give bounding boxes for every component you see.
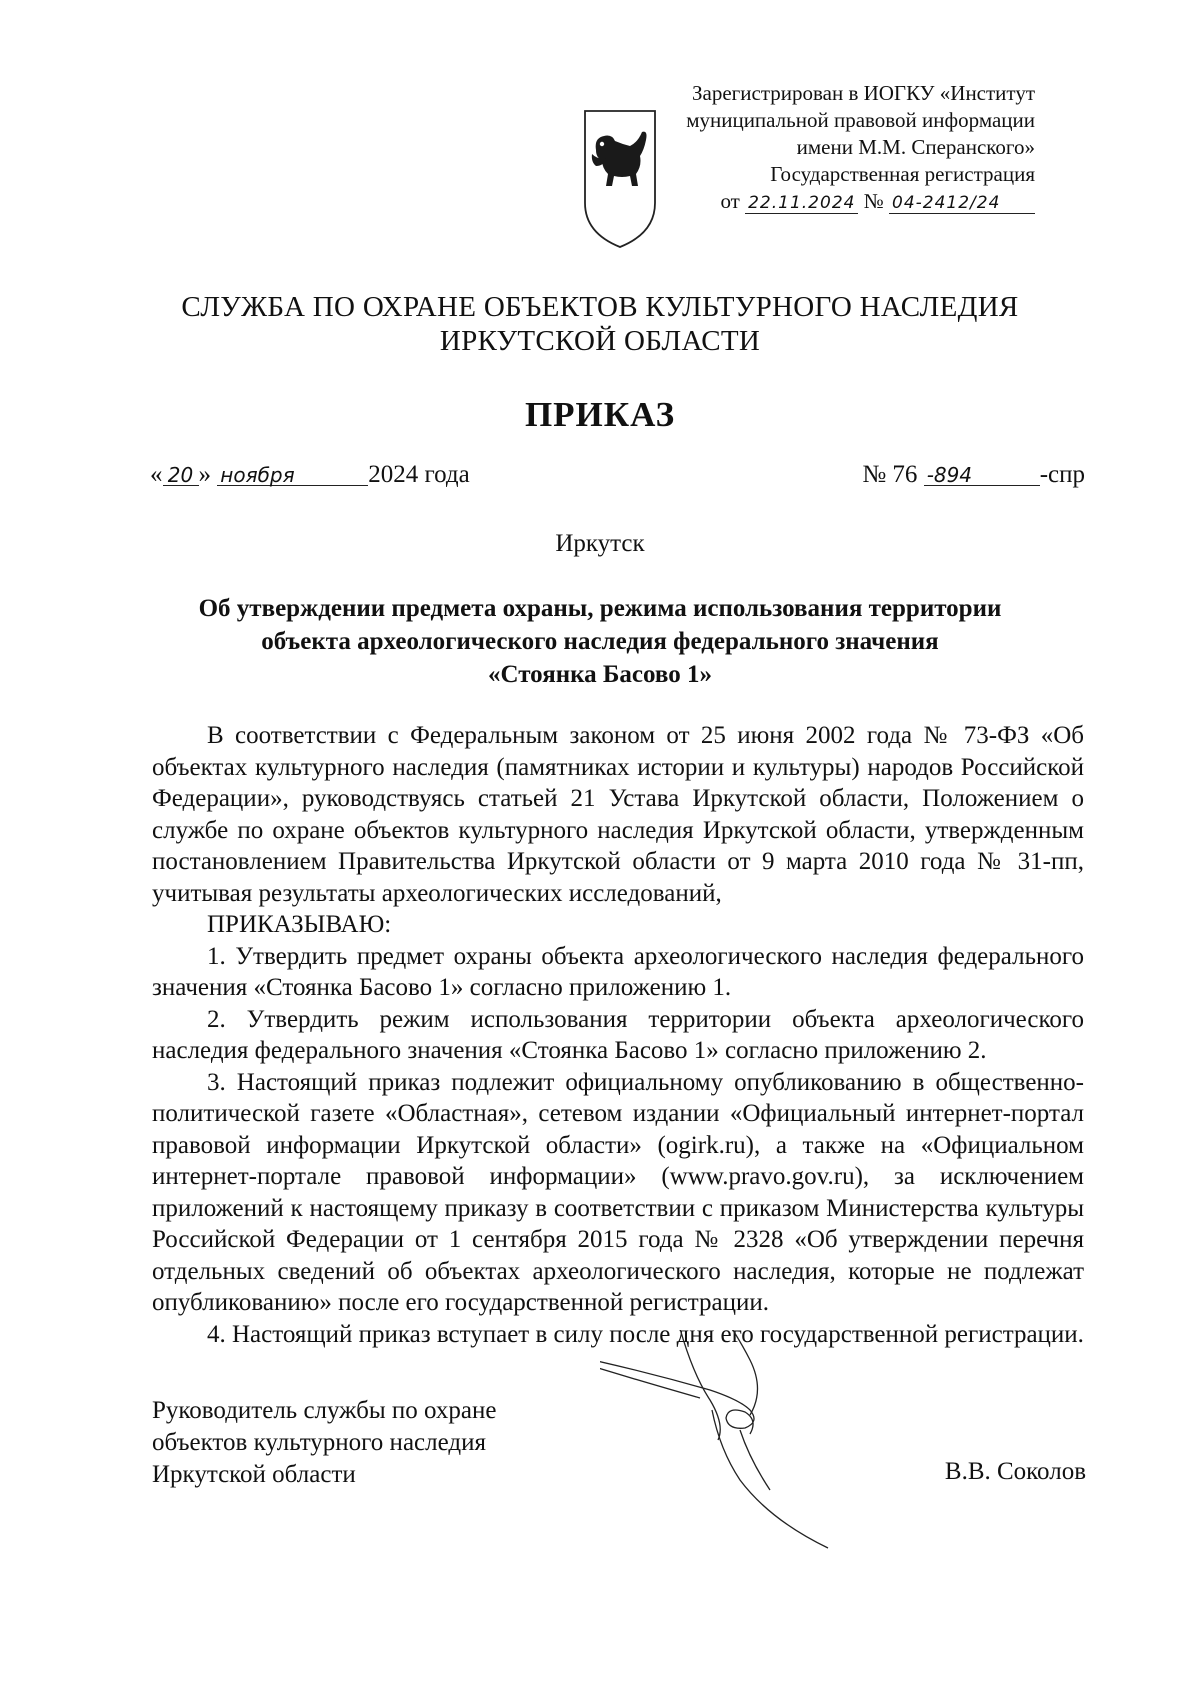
order-number-handwritten: -894 — [924, 465, 1040, 486]
item-1-paragraph: 1. Утвердить предмет охраны объекта археологического наследия федерального значения «Стоянка Басово 1» согласно приложению 1. — [152, 942, 1084, 1001]
document-type-heading: ПРИКАЗ — [524, 395, 676, 434]
preamble-paragraph: В соответствии с Федеральным законом от 25 июня 2002 года № 73-ФЗ «Об объектах культурного наследия (памятниках истории и культуры) народов Российской Федерации», руководствуясь статьей 21 Устава Иркутской области, Положением о службе по охране объектов культурного наследия Иркутской области, утвержденным постановлением Правительства Иркутской области от 9 марта 2010 года № 31-пп, учитывая результаты археологических исследований, — [152, 722, 1084, 907]
registration-stamp — [615, 80, 1035, 215]
registration-date: 22.11.2024 — [745, 193, 858, 214]
registration-from-label: от — [720, 189, 740, 213]
item-3-paragraph: 3. Настоящий приказ подлежит официальному опубликованию в общественно-политической газете «Областная», сетевом издании «Официальный интернет-портал правовой информации Иркутской области» (ogirk.ru), а также на «Официальном интернет-портале правовой информации» (www.pravo.gov.ru), за исключением приложений к настоящему приказу в соответствии с приказом Министерства культуры Российской Федерации от 1 сентября 2015 года № 2328 «Об утверждении перечня отдельных сведений об объектах археологического наследия, которые не подлежат опубликованию» после его государственной регистрации. — [152, 1068, 1084, 1316]
title-line-3: «Стоянка Басово 1» — [488, 661, 712, 688]
document-body — [152, 720, 1084, 1350]
agency-name — [0, 290, 1200, 358]
signatory-position-line-1: Руководитель службы по охране — [152, 1397, 497, 1424]
registration-line-5 — [615, 188, 1035, 215]
document-title — [0, 592, 1200, 691]
registration-line-1: Зарегистрирован в ИОГКУ «Институт — [691, 81, 1035, 105]
order-number-suffix: -спр — [1039, 461, 1085, 488]
signatory-position — [152, 1395, 552, 1491]
title-line-2: объекта археологического наследия федерального значения — [261, 628, 939, 655]
item-4-paragraph: 4. Настоящий приказ вступает в силу после дня его государственной регистрации. — [207, 1320, 1084, 1348]
registration-number: 04-2412/24 — [889, 193, 1035, 214]
date-month: ноября — [217, 465, 368, 486]
date-close-quote: » — [198, 461, 211, 488]
order-number — [862, 461, 1085, 489]
agency-name-line-1: СЛУЖБА ПО ОХРАНЕ ОБЪЕКТОВ КУЛЬТУРНОГО НАСЛЕДИЯ — [181, 291, 1019, 323]
coat-of-arms-icon — [582, 108, 658, 250]
title-line-1: Об утверждении предмета охраны, режима использования территории — [198, 595, 1002, 622]
date-day: 20 — [163, 465, 199, 486]
signatory-name: В.В. Соколов — [944, 1458, 1086, 1485]
registration-line-2: муниципальной правовой информации — [686, 108, 1035, 132]
order-date — [150, 461, 470, 489]
city: Иркутск — [555, 530, 645, 557]
date-year: 2024 года — [368, 461, 470, 488]
order-number-prefix: № 76 — [862, 461, 918, 488]
registration-line-3: имени М.М. Сперанского» — [796, 135, 1035, 159]
date-open-quote: « — [150, 461, 163, 488]
handwritten-signature — [600, 1330, 930, 1560]
command-word: ПРИКАЗЫВАЮ: — [207, 911, 392, 938]
registration-line-4: Государственная регистрация — [770, 162, 1035, 186]
signatory-position-line-3: Иркутской области — [152, 1461, 356, 1488]
signatory-position-line-2: объектов культурного наследия — [152, 1429, 486, 1456]
item-2-paragraph: 2. Утвердить режим использования территории объекта археологического наследия федерального значения «Стоянка Басово 1» согласно приложению 2. — [152, 1005, 1084, 1064]
agency-name-line-2: ИРКУТСКОЙ ОБЛАСТИ — [439, 325, 761, 357]
registration-number-label: № — [863, 189, 884, 213]
